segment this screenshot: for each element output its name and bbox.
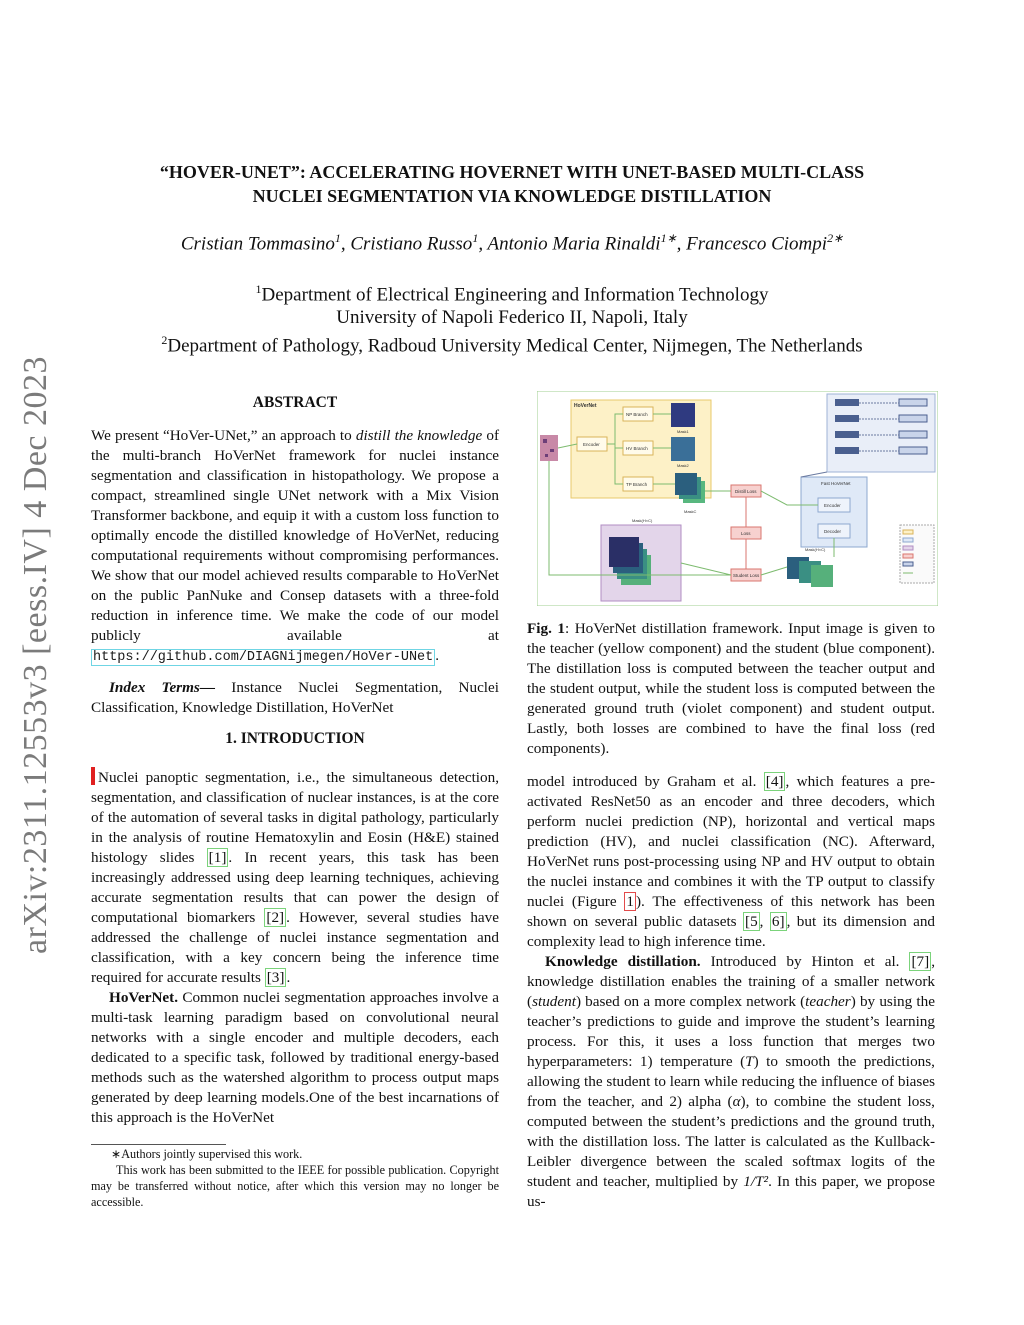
- svg-text:Encoder: Encoder: [583, 442, 600, 447]
- svg-text:Distill Loss: Distill Loss: [735, 489, 757, 494]
- arxiv-id: arXiv:2311.12553v3 [eess.IV] 4 Dec 2023: [17, 356, 54, 954]
- caption-text: : HoVerNet distillation framework. Input image is given to the teacher (yellow component) and the student (blue component). The distillation loss is computed between the teacher output and the student output, while the student loss is computed between the generated ground truth (violet component) and student output. Lastly, both losses are combined to have the final loss (red components).: [527, 620, 935, 757]
- introduction-section: [91, 729, 499, 1128]
- affiliation: $^2$Department of Pathology, Radboud University Medical Center, Nijmegen, The Netherlands: [161, 333, 863, 357]
- svg-text:Loss: Loss: [741, 531, 751, 536]
- citation-link[interactable]: [5: [745, 913, 758, 930]
- svg-text:NP Branch: NP Branch: [626, 412, 648, 417]
- svg-text:Mask(H×C): Mask(H×C): [805, 547, 826, 552]
- input-image: [540, 435, 558, 461]
- citation-link[interactable]: [4]: [765, 773, 784, 790]
- abstract-text: We present “HoVer-UNet,” an approach to distill the knowledge of the multi-branch HoVerNet framework for nuclei instance segmentation and classification in histopathology. We propose a compact, streamlined single UNet network with a Mix Vision Transformer backbone, and equip it with a custom loss function to optimally encode the distilled knowledge of HoVerNet, reducing computational requirements without compromising performances. We show that our model achieved results comparable to HoVerNet on the public PanNuke and Consep datasets with a three-fold reduction in inference time. We make the code of our model publicly available at https://github.com/DIAGNijmegen/HoVer-UNet .: [91, 427, 499, 665]
- svg-text:Mask1: Mask1: [677, 429, 689, 434]
- figure-label: Fig. 1: [527, 620, 565, 637]
- author-name: Cristian Tommasino: [180, 233, 335, 255]
- code-link[interactable]: https://github.com/DIAGNijmegen/HoVer-UNet: [93, 650, 434, 665]
- author-mark: 1: [472, 231, 479, 245]
- author-name: Cristiano Russo: [350, 233, 473, 255]
- title-line-1: “HOVER-UNET”: ACCELERATING HOVERNET WITH UNET-BASED MULTI-CLASS: [159, 162, 865, 182]
- citation-link[interactable]: [1]: [208, 849, 227, 866]
- figure-ref-link[interactable]: 1: [626, 893, 634, 910]
- svg-text:Mask2: Mask2: [677, 463, 689, 468]
- footnote-rule: [91, 1144, 226, 1145]
- footnotes: [91, 1146, 499, 1210]
- gt-masks: [609, 537, 639, 567]
- arxiv-stamp: [4, 355, 68, 955]
- hovernet-paragraph: HoVerNet. Common nuclei segmentation approaches involve a multi-task learning paradigm based on convolutional neural networks with a single encoder and multiple decoders, each dedicated to a specific task, followed by traditional energy-based methods such as the watershed algorithm to process output maps generated by deep learning models.One of the best incarnations of this approach is the HoVerNet: [91, 989, 499, 1126]
- svg-text:Encoder: Encoder: [824, 503, 841, 508]
- right-column-text: [527, 772, 935, 1212]
- intro-paragraph: Nuclei panoptic segmentation, i.e., the simultaneous detection, segmentation, and classification of nuclear instances, is at the core of the automation of several tasks in digital pathology, particularly in the analysis of routine Hematoxylin and Eosin (H&E) stained histology slides [1] . In recent years, this task has been increasingly addressed using deep learning techniques, achieving accurate segmentation results that can power the design of computational biomarkers [2] . However, several studies have addressed the challenge of nuclei instance segmentation and classification, with a key concern being the inference time required for accurate results [3] .: [91, 769, 499, 986]
- red-marker: [91, 767, 95, 785]
- citation-link[interactable]: 6]: [771, 913, 785, 930]
- author-mark: 2∗: [827, 231, 844, 245]
- citation-link[interactable]: [2]: [266, 909, 285, 926]
- np-output: [671, 403, 695, 427]
- teacher-label: HoVerNet: [574, 403, 597, 409]
- svg-text:Mask(H×C): Mask(H×C): [632, 518, 653, 523]
- svg-text:Student Loss: Student Loss: [733, 573, 760, 578]
- hovernet-description: model introduced by Graham et al. [4] , which features a pre-activated ResNet50 as an encoder and three decoders, which perform nuclei prediction (NP), horizontal and vertical maps prediction (HV), and nuclei classification (NC). Afterward, HoVerNet runs post-processing using NP and HV output to obtain the nuclei instance and combines it with the TP output to classify nuclei (Figure 1 ). The effectiveness of this network has been shown on several public datasets [5 , 6] , but its dimension and complexity lead to high inference time.: [527, 773, 936, 950]
- figure-caption: [527, 619, 935, 759]
- svg-text:Fast HoVerNet: Fast HoVerNet: [821, 481, 851, 486]
- svg-text:Decoder: Decoder: [824, 529, 842, 534]
- tp-output: [675, 473, 697, 495]
- author-name: Antonio Maria Rinaldi: [487, 233, 661, 255]
- author-mark: 1∗: [660, 231, 677, 245]
- affiliation: $^1$Department of Electrical Engineering and Information Technology: [255, 282, 769, 306]
- footnote: ∗Authors jointly supervised this work.: [111, 1147, 303, 1161]
- intro-heading: 1. INTRODUCTION: [225, 730, 365, 747]
- framework-diagram: [537, 391, 938, 606]
- affiliation: University of Napoli Federico II, Napoli, Italy: [336, 307, 688, 329]
- index-terms: Index Terms— Instance Nuclei Segmentation, Nuclei Classification, Knowledge Distillation, HoVerNet: [91, 679, 499, 716]
- affiliations: [110, 278, 914, 358]
- figure-1: [537, 391, 938, 606]
- citation-link[interactable]: [3]: [266, 969, 285, 986]
- citation-link[interactable]: [7]: [911, 953, 930, 970]
- author-list: Cristian Tommasino$^1$, Cristiano Russo$^1$, Antonio Maria Rinaldi$^{1∗}$, Francesco Ciompi$^{2∗}$: [180, 231, 844, 255]
- paper-title: [110, 160, 914, 208]
- svg-text:MaskC: MaskC: [684, 509, 697, 514]
- svg-text:HV Branch: HV Branch: [626, 446, 648, 451]
- knowledge-distillation-paragraph: Knowledge distillation. Introduced by Hinton et al. [7] , knowledge distillation enables the training of a smaller network (student) based on a more complex network (teacher) by using the teacher’s predictions to guide and improve the student’s learning process. For this, it uses a loss function that merges two hyperparameters: 1) temperature (T) to smooth the predictions, allowing the student to learn while reducing the influence of biases from the teacher, and 2) alpha (α), to combine the student loss, computed between the student’s predictions and the ground truth, with the distillation loss. The latter is calculated as the Kullback-Leibler divergence between the scaled softmax logits of the student and teacher, multiplied by 1/T². In this paper, we propose us-: [527, 953, 935, 1210]
- hv-output: [671, 437, 695, 461]
- svg-text:TP Branch: TP Branch: [626, 482, 648, 487]
- abstract-section: [91, 393, 499, 718]
- footnote: This work has been submitted to the IEEE for possible publication. Copyright may be transferred without notice, after which this version may no longer be accessible.: [91, 1163, 499, 1209]
- abstract-heading: ABSTRACT: [252, 394, 338, 411]
- author-name: Francesco Ciompi: [686, 233, 828, 255]
- author-mark: 1: [334, 231, 341, 245]
- title-line-2: NUCLEI SEGMENTATION VIA KNOWLEDGE DISTILLATION: [252, 186, 772, 206]
